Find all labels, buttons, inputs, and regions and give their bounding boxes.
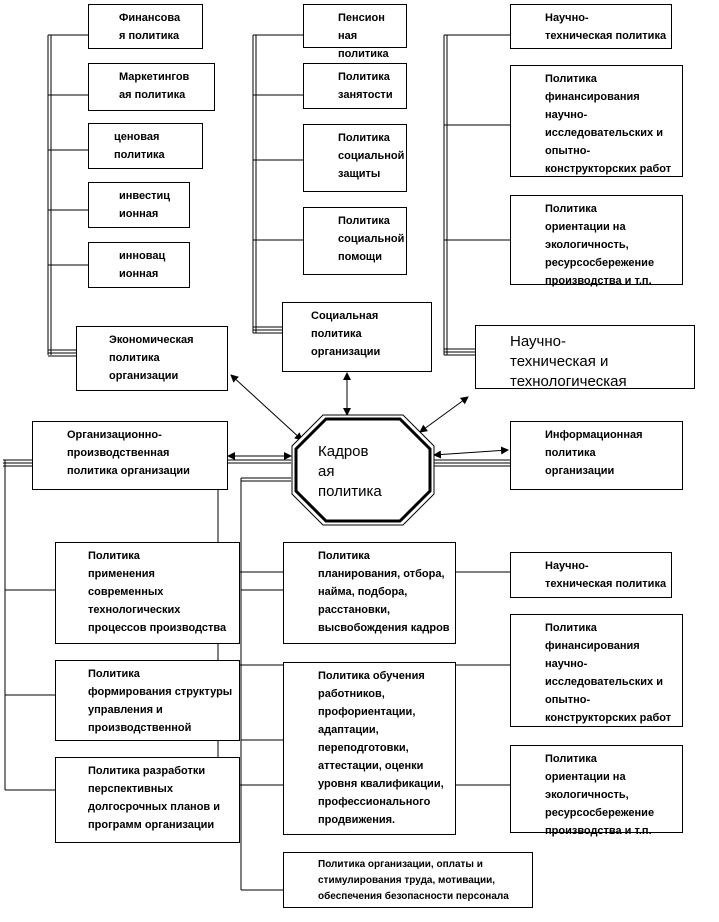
scitech-bottom-item-ecology: Политика ориентации на экологичность, ресурсосбережение производства и т.п. bbox=[510, 745, 683, 833]
social-item-employment: Политика занятости bbox=[303, 63, 407, 109]
scitech-bottom-item-sci-tech-policy: Научно- техническая политика bbox=[510, 552, 672, 598]
social-policy-main: Социальная политика организации bbox=[282, 302, 432, 372]
center-hr-policy-label: Кадров ая политика bbox=[318, 443, 382, 500]
economic-item-financial: Финансова я политика bbox=[88, 4, 203, 49]
orgprod-policy-main: Организационно- производственная политика организации bbox=[32, 421, 228, 490]
economic-item-investment: инвестиц ионная bbox=[88, 182, 190, 228]
economic-item-pricing: ценовая политика bbox=[88, 123, 203, 169]
economic-item-marketing: Маркетингов ая политика bbox=[88, 63, 215, 111]
scitech-item-ecology: Политика ориентации на экологичность, ресурсосбережение производства и т.п. bbox=[510, 195, 683, 285]
orgprod-item-planning: Политика разработки перспективных долгосрочных планов и программ организации bbox=[55, 757, 240, 843]
social-item-assistance: Политика социальной помощи bbox=[303, 207, 407, 275]
orgprod-item-technology: Политика применения современных технологических процессов производства bbox=[55, 542, 240, 644]
scitech-policy-main: Научно- техническая и технологическая bbox=[475, 325, 695, 389]
social-item-pension: Пенсион ная политика bbox=[303, 4, 407, 48]
scitech-item-rnd-financing: Политика финансирования научно- исследовательских и опытно- конструкторских работ bbox=[510, 65, 683, 177]
hr-item-training: Политика обучения работников, профориентации, адаптации, переподготовки, аттестации, оценки уровня квалификации, профессионального продвижения. bbox=[283, 662, 456, 835]
hr-item-compensation: Политика организации, оплаты и стимулирования труда, мотивации, обеспечения безопасности персонала bbox=[283, 852, 533, 908]
economic-item-innovation: инновац ионная bbox=[88, 242, 190, 288]
scitech-item-sci-tech-policy: Научно- техническая политика bbox=[510, 4, 672, 49]
hr-item-recruitment: Политика планирования, отбора, найма, подбора, расстановки, высвобождения кадров bbox=[283, 542, 456, 644]
orgprod-item-structure: Политика формирования структуры управления и производственной bbox=[55, 660, 240, 741]
social-item-protection: Политика социальной защиты bbox=[303, 124, 407, 192]
economic-policy-main: Экономическая политика организации bbox=[76, 326, 228, 391]
scitech-bottom-item-rnd-financing: Политика финансирования научно- исследовательских и опытно- конструкторских работ bbox=[510, 614, 683, 727]
info-policy-main: Информационная политика организации bbox=[510, 421, 683, 490]
